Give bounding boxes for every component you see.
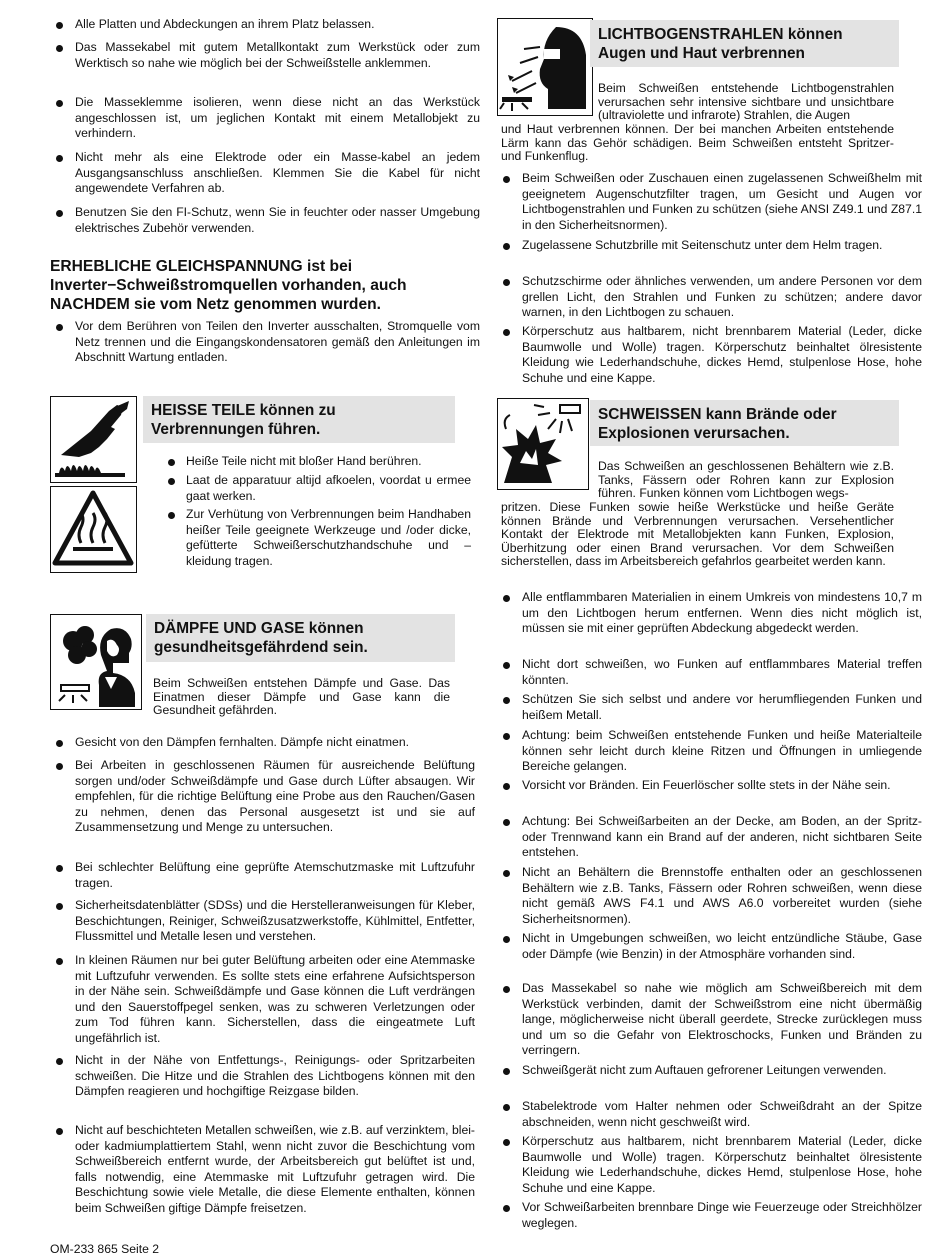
hot-surface-warning-icon [50,486,137,573]
list-item: Das Massekabel mit gutem Metallkontakt zum Werkstück oder zum Werktisch so nahe wie möglich bei der Schweißstelle anklemmen. [50,40,480,71]
list-item: Heiße Teile nicht mit bloßer Hand berühren. [162,454,471,470]
hot-hand-icon [50,396,137,483]
list-item: Bei Arbeiten in geschlossenen Räumen für ausreichende Belüftung sorgen und/oder Schweißdämpfe und Gase durch Lüfter absaugen. Wir empfehlen, für die richtige Belüftung eine Probe aus den Rauchen/Gasen zu nehmen, denen das Personal ausgesetzt ist und sie auf Zusammensetzung und Menge zu untersuchen. [50,758,475,836]
list-item: Schutzschirme oder ähnliches verwenden, um andere Personen vor dem grellen Licht, den Strahlen und Funken zu schützen; andere davor warnen, in den Lichtbogen zu schauen. [497,274,922,321]
list-item: Beim Schweißen oder Zuschauen einen zugelassenen Schweißhelm mit geeignetem Augenschutzfilter tragen, um Gesicht und Augen vor Lichtbogenstrahlen und Funken zu schützen (siehe ANSI Z49.1 und Z87.1 in den Sicherheitsnormen). [497,171,922,233]
list-item: Nicht in Umgebungen schweißen, wo leicht entzündliche Stäube, Gase oder Dämpfe (wie Benzin) in der Atmosphäre vorhanden sind. [497,931,922,962]
list-item: Bei schlechter Belüftung eine geprüfte Atemschutzmaske mit Luftzufuhr tragen. [50,860,475,891]
list-item: Gesicht von den Dämpfen fernhalten. Dämpfe nicht einatmen. [50,735,475,751]
list-item: Zur Verhütung von Verbrennungen beim Handhaben heißer Teile geeignete Werkzeuge und /oder dicke, gefütterte Schweißerschutzhandschuhe und –kleidung tragen. [162,507,471,569]
arc-rays-intro-cont: und Haut verbrennen können. Der bei manchen Arbeiten entstehende Lärm kann das Gehör schädigen. Beim Schweißen entsteht Spritzer- und Funkenflug. [501,122,894,164]
list-item: Nicht in der Nähe von Entfettungs-, Reinigungs- oder Spritzarbeiten schweißen. Die Hitze und die Strahlen des Lichtbogens können mit den Dämpfen reagieren und hochgiftige Reizgase bilden. [50,1053,475,1100]
list-item: Nicht an Behältern die Brennstoffe enthalten oder an geschlossenen Behältern wie z.B. Tanks, Fässern oder Rohren schweißen, wenn diese nicht gemäß AWS F4.1 und AWS A6.0 vorbereitet wurden (siehe Sicherheitsnormen). [497,865,922,927]
hot-parts-title: HEISSE TEILE können zu Verbrennungen führen. [143,396,455,443]
list-item: Vorsicht vor Bränden. Ein Feuerlöscher sollte stets in der Nähe sein. [497,778,922,794]
dc-voltage-heading: ERHEBLICHE GLEICHSPANNUNG ist bei Inverter−Schweißstromquellen vorhanden, auch NACHDEM sie vom Netz genommen wurden. [50,258,407,313]
page-footer: OM-233 865 Seite 2 [50,1242,160,1256]
list-item: Vor dem Berühren von Teilen den Inverter ausschalten, Stromquelle vom Netz trennen und die Eingangskondensatoren gemäß den Anleitungen im Abschnitt Wartung entladen. [50,319,480,366]
list-item: Körperschutz aus haltbarem, nicht brennbarem Material (Leder, dicke Baumwolle und Wolle) tragen. Körperschutz beinhaltet ölresistente Kleidung wie Lederhandschuhe, dickes Hemd, stulpenlose Hose, hohe Schuhe und eine Kappe. [497,1134,922,1196]
list-item: Alle entflammbaren Materialien in einem Umkreis von mindestens 10,7 m um den Lichtbogen herum entfernen. Wenn dies nicht möglich ist, müssen sie mit einer geprüften Abdeckung abgedeckt werden. [497,590,922,637]
fumes-head-icon [50,614,142,710]
list-item: Benutzen Sie den FI-Schutz, wenn Sie in feuchter oder nasser Umgebung elektrisches Zubehör verwenden. [50,205,480,236]
list-item: Achtung: Bei Schweißarbeiten an der Decke, am Boden, an der Spritz- oder Trennwand kann ein Brand auf der anderen, nicht sichtbaren Seite entstehen. [497,814,922,861]
fumes-intro: Beim Schweißen entstehen Dämpfe und Gase. Das Einatmen dieser Dämpfe und Gase kann die Gesundheit gefährden. [153,676,450,718]
fire-intro-cont: pritzen. Diese Funken sowie heiße Werkstücke und heiße Geräte können Brände und Verbrennungen verursachen. Versehentlicher Kontakt der Elektrode mit Metallobjekten kann Funken, Explosion, Überhitzung oder einen Brand verursachen. Vor dem Schweißen sicherstellen, dass im Arbeitsbereich gefahrlos gearbeitet werden kann. [501,500,894,569]
arc-rays-title: LICHTBOGENSTRAHLEN können Augen und Haut verbrennen [590,20,899,67]
list-item: Vor Schweißarbeiten brennbare Dinge wie Feuerzeuge oder Streichhölzer weglegen. [497,1200,922,1231]
fumes-title: DÄMPFE UND GASE können gesundheitsgefährdend sein. [146,614,455,662]
list-item: Nicht mehr als eine Elektrode oder ein Masse-kabel an jedem Ausgangsanschluss anschließen. Klemmen Sie die Kabel für nicht angewendete Verfahren ab. [50,150,480,197]
list-item: Sicherheitsdatenblätter (SDSs) und die Herstelleranweisungen für Kleber, Beschichtungen, Reiniger, Schweißzusatzwerkstoffe, Kühlmittel, Entfetter, Flussmittel und Metalle lesen und verstehen. [50,898,475,945]
list-item: Körperschutz aus haltbarem, nicht brennbarem Material (Leder, dicke Baumwolle und Wolle) tragen. Körperschutz beinhaltet ölresistente Kleidung wie Lederhandschuhe, dickes Hemd, stulpenlose Hose, hohe Schuhe und eine Kappe. [497,324,922,386]
list-item: Schweißgerät nicht zum Auftauen gefrorener Leitungen verwenden. [497,1063,922,1079]
list-item: Schützen Sie sich selbst und andere vor herumfliegenden Funken und heißem Metall. [497,692,922,723]
fire-title: SCHWEISSEN kann Brände oder Explosionen verursachen. [590,400,899,446]
list-item: In kleinen Räumen nur bei guter Belüftung arbeiten oder eine Atemmaske mit Luftzufuhr verwenden. Es sollte stets eine erfahrene Aufsichtsperson in der Nähe sein. Schweißdämpfe und Gase können die Luft verdrängen und den Sauerstoffpegel senken, was zu schweren Verletzungen oder zum Tod führen kann. Sicherstellen, dass die eingeatmete Luft ungefährlich ist. [50,953,475,1046]
list-item: Nicht auf beschichteten Metallen schweißen, wie z.B. auf verzinktem, blei- oder kadmiumplattiertem Stahl, wenn nicht zuvor die Beschichtung vom Schweißbereich entfernt wurde, der Arbeitsbereich gut belüftet ist und, falls notwendig, eine Atemmaske mit Luftzufuhr getragen wird. Die Beschichtung sowie viele Metalle, die diese Elemente enthalten, können beim Schweißen giftige Dämpfe freisetzen. [50,1123,475,1216]
list-item: Laat de apparatuur altijd afkoelen, voordat u ermee gaat werken. [162,473,471,504]
fire-intro: Das Schweißen an geschlossenen Behältern wie z.B. Tanks, Fässern oder Rohren kann zur Explosion führen. Funken können vom Lichtbogen wegs- [598,459,894,501]
list-item: Alle Platten und Abdeckungen an ihrem Platz belassen. [50,17,480,33]
list-item: Das Massekabel so nahe wie möglich am Schweißbereich mit dem Werkstück verbinden, damit der Schweißstrom eine nicht übermäßig lange, möglicherweise nicht überall geerdete, Strecke zurücklegen muss und um so die Gefahr von Elektroschocks, Funken und Bränden zu verringern. [497,981,922,1059]
list-item: Stabelektrode vom Halter nehmen oder Schweißdraht an der Spitze abschneiden, wenn nicht geschweißt wird. [497,1099,922,1130]
list-item: Die Masseklemme isolieren, wenn diese nicht an das Werkstück angeschlossen ist, um jeglichen Kontakt mit einem Metallobjekt zu verhindern. [50,95,480,142]
fire-explosion-icon [497,398,589,490]
list-item: Nicht dort schweißen, wo Funken auf entflammbares Material treffen könnten. [497,657,922,688]
arc-rays-intro: Beim Schweißen entstehende Lichtbogenstrahlen verursachen sehr intensive sichtbare und unsichtbare (ultraviolette und infrarote) Strahlen, die Augen [598,81,894,123]
list-item: Zugelassene Schutzbrille mit Seitenschutz unter dem Helm tragen. [497,238,922,254]
list-item: Achtung: beim Schweißen entstehende Funken und heiße Materialteile können sehr leicht durch kleine Ritzen und Öffnungen in umliegende Bereiche gelangen. [497,728,922,775]
arc-rays-helmet-icon [497,18,593,116]
